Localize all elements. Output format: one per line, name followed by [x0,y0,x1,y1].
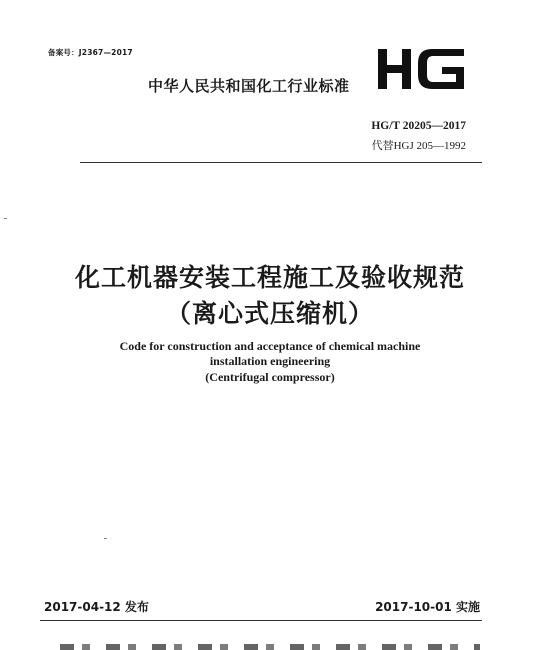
english-title-line-1: Code for construction and acceptance of chemical machine [119,339,421,353]
standard-number: HG/T 20205—2017 [371,120,466,132]
chinese-title: 化工机器安装工程施工及验收规范 [74,263,465,292]
issue-date: 2017-04-12 发布 [44,600,149,614]
top-divider [80,162,482,163]
english-title-line-3: (Centrifugal compressor) [205,370,335,384]
replaces-standard: 代替HGJ 205—1992 [371,140,466,152]
bottom-divider [40,620,482,621]
record-number: 备案号：J2367—2017 [48,48,133,57]
implementation-date: 2017-10-01 实施 [375,600,480,614]
next-page-edge [60,644,480,650]
chinese-subtitle: （离心式压缩机） [165,299,374,328]
hg-logo [372,45,472,93]
organization-title: 中华人民共和国化工行业标准 [148,77,350,95]
english-title-line-2: installation engineering [209,354,331,368]
scan-speck [4,218,7,219]
scan-speck [104,538,107,539]
